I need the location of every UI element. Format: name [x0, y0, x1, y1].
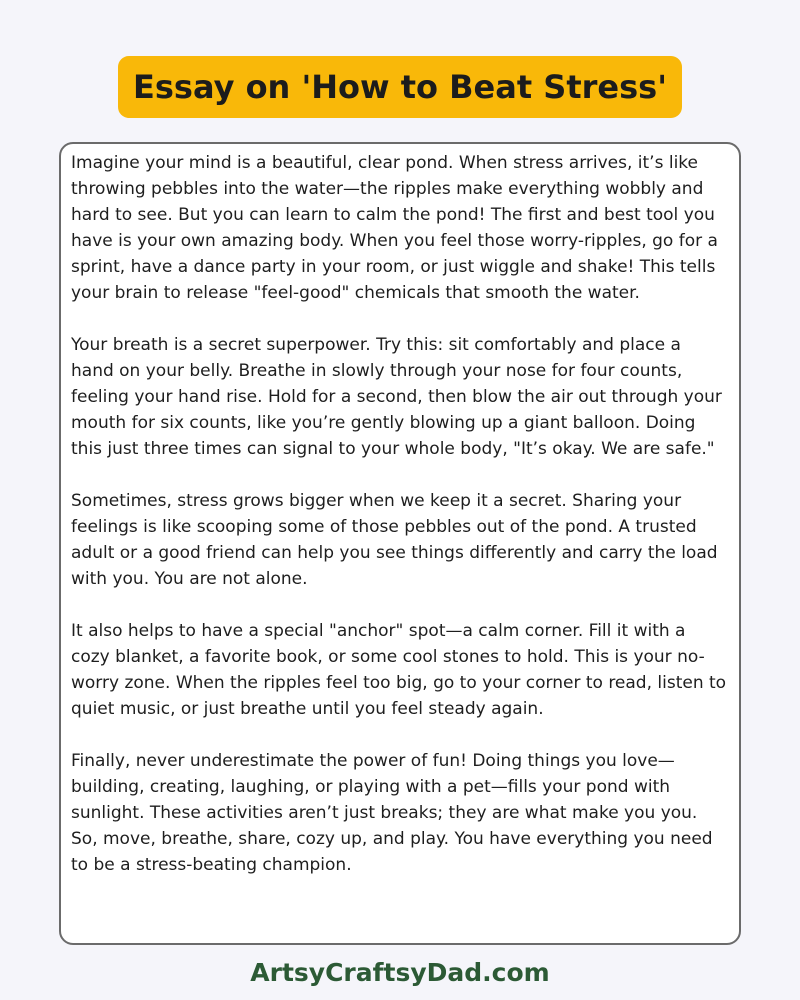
footer-website: ArtsyCraftsyDad.com [250, 958, 550, 987]
title-area [0, 56, 800, 118]
essay-body [59, 142, 741, 945]
essay-paragraph-3: Sometimes, stress grows bigger when we keep it a secret. Sharing your feelings is like scooping some of those pebbles out of the pond. A trusted adult or a good friend can help you see things differently and carry the load with you. You are not alone. [71, 491, 718, 589]
essay-paragraph-2: Your breath is a secret superpower. Try this: sit comfortably and place a hand on your belly. Breathe in slowly through your nose for four counts, feeling your hand rise. Hold for a second, then blow the air out through your mouth for six counts, like you’re gently blowing up a giant balloon. Doing this just three times can signal to your whole body, "It’s okay. We are safe." [71, 335, 722, 459]
essay-title: Essay on 'How to Beat Stress' [118, 56, 682, 118]
essay-paragraph-5: Finally, never underestimate the power of fun! Doing things you love—building, creating, laughing, or playing with a pet—fills your pond with sunlight. These activities aren’t just breaks; they are what make you you. So, move, breathe, share, cozy up, and play. You have everything you need to be a stress-beating champion. [71, 751, 713, 875]
essay-paragraph-1: Imagine your mind is a beautiful, clear pond. When stress arrives, it’s like throwing pebbles into the water—the ripples make everything wobbly and hard to see. But you can learn to calm the pond! The first and best tool you have is your own amazing body. When you feel those worry-ripples, go for a sprint, have a dance party in your room, or just wiggle and shake! This tells your brain to release "feel-good" chemicals that smooth the water. [71, 153, 718, 303]
essay-paragraph-4: It also helps to have a special "anchor" spot—a calm corner. Fill it with a cozy blanket, a favorite book, or some cool stones to hold. This is your no-worry zone. When the ripples feel too big, go to your corner to read, listen to quiet music, or just breathe until you feel steady again. [71, 621, 727, 719]
